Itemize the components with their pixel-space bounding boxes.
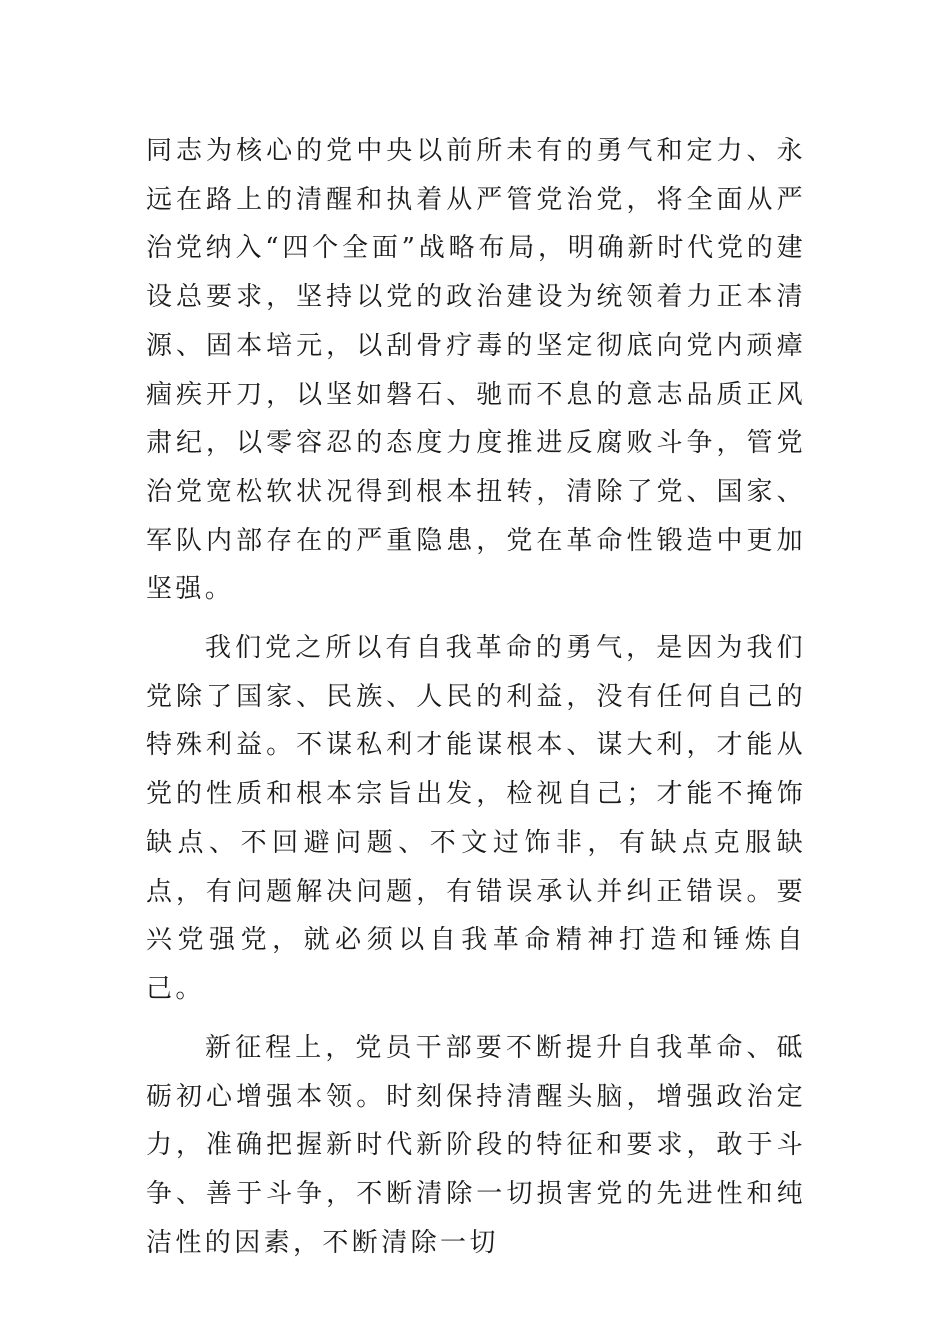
paragraph-continued: 同志为核心的党中央以前所未有的勇气和定力、永远在路上的清醒和执着从严管党治党，将全面从严治党纳入“四个全面”战略布局，明确新时代党的建设总要求，坚持以党的政治建设为统领着力正本清源、固本培元，以刮骨疗毒的坚定彻底向党内顽瘴痼疾开刀，以坚如磐石、驰而不息的意志品质正风肃纪，以零容忍的态度力度推进反腐败斗争，管党治党宽松软状况得到根本扭转，清除了党、国家、军队内部存在的严重隐患，党在革命性锻造中更加坚强。 [146,136,806,605]
paragraph-new-journey: 新征程上，党员干部要不断提升自我革命、砥砺初心增强本领。时刻保持清醒头脑，增强政治定力，准确把握新时代新阶段的特征和要求，敢于斗争、善于斗争，不断清除一切损害党的先进性和纯洁性的因素，不断清除一切 [146,1033,806,1258]
paragraph-self-revolution-courage: 我们党之所以有自我革命的勇气，是因为我们党除了国家、民族、人民的利益，没有任何自己的特殊利益。不谋私利才能谋根本、谋大利，才能从党的性质和根本宗旨出发，检视自己；才能不掩饰缺点、不回避问题、不文过饰非，有缺点克服缺点，有问题解决问题，有错误承认并纠正错误。要兴党强党，就必须以自我革命精神打造和锤炼自己。 [146,633,806,1004]
